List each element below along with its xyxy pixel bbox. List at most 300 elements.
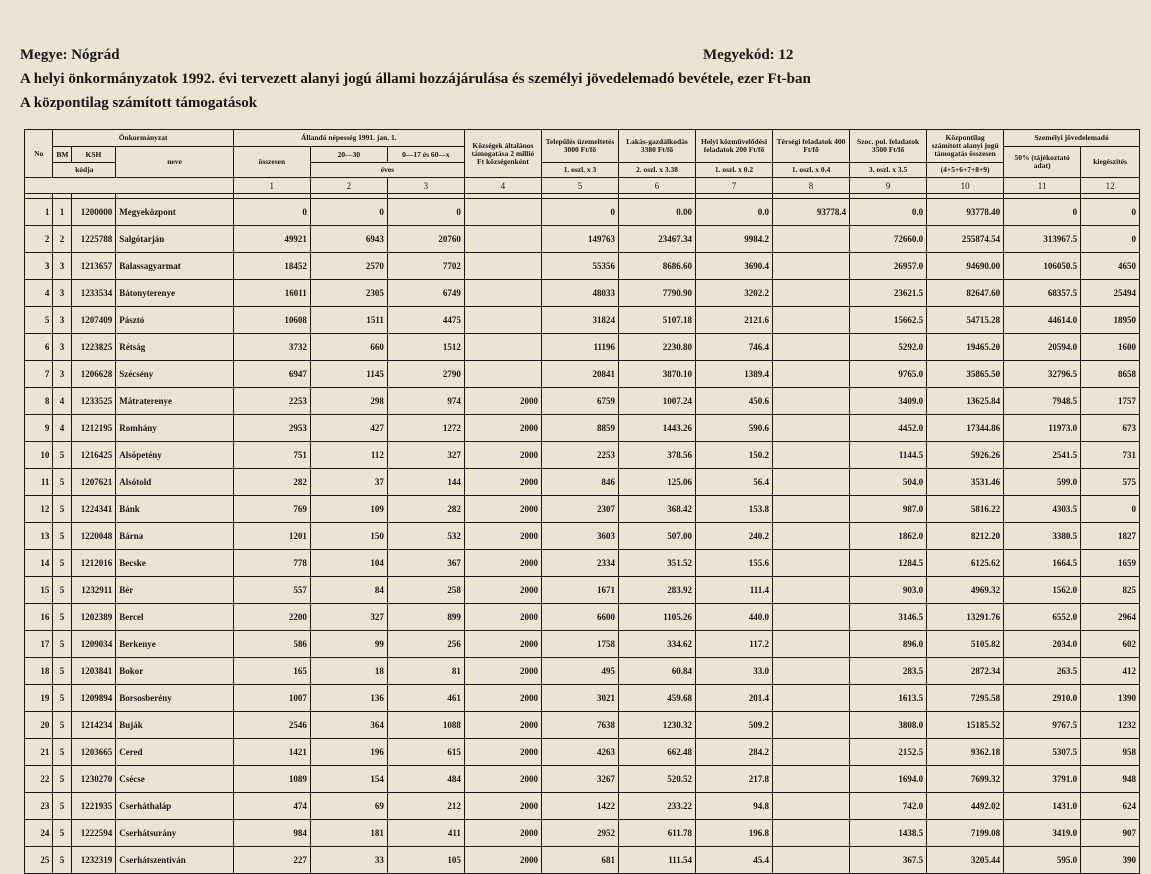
- value-c9: 26957.0: [850, 253, 927, 280]
- table-row: [25, 793, 1140, 820]
- value-c9: 283.5: [850, 658, 927, 685]
- municipality-name: Mátraterenye: [116, 388, 234, 415]
- value-c6: 662.48: [618, 739, 695, 766]
- municipality-name: Cserhátsurány: [116, 820, 234, 847]
- value-c5: 1422: [541, 793, 618, 820]
- value-c11: 3419.0: [1004, 820, 1081, 847]
- value-c2: 660: [310, 334, 387, 361]
- value-c9: 1144.5: [850, 442, 927, 469]
- col-kozpontilag-sub: (4+5+6+7+8+9): [927, 163, 1004, 178]
- value-c2: 136: [310, 685, 387, 712]
- value-c9: 72660.0: [850, 226, 927, 253]
- bm-code: 3: [53, 253, 71, 280]
- col-szoc: Szoc. pol. feladatok 3500 Ft/fő: [850, 130, 927, 163]
- row-number: 20: [25, 712, 53, 739]
- value-c10: 255874.54: [927, 226, 1004, 253]
- col-number: 10: [927, 178, 1004, 194]
- value-c2: 181: [310, 820, 387, 847]
- value-c8: [773, 307, 850, 334]
- value-c2: 18: [310, 658, 387, 685]
- value-c5: 1758: [541, 631, 618, 658]
- value-c5: 3267: [541, 766, 618, 793]
- value-c7: 1389.4: [696, 361, 773, 388]
- value-c6: 5107.18: [618, 307, 695, 334]
- value-c5: 55356: [541, 253, 618, 280]
- value-c3: 256: [387, 631, 464, 658]
- value-c9: 4452.0: [850, 415, 927, 442]
- value-c4: 2000: [464, 550, 541, 577]
- value-c9: 367.5: [850, 847, 927, 874]
- col-number: 12: [1081, 178, 1140, 194]
- row-number: 11: [25, 469, 53, 496]
- value-c10: 7199.08: [927, 820, 1004, 847]
- table-row: [25, 442, 1140, 469]
- value-c1: 1421: [233, 739, 310, 766]
- value-c9: 0.0: [850, 199, 927, 226]
- col-number: 1: [233, 178, 310, 194]
- value-c5: 2952: [541, 820, 618, 847]
- value-c9: 903.0: [850, 577, 927, 604]
- value-c7: 590.6: [696, 415, 773, 442]
- value-c1: 778: [233, 550, 310, 577]
- row-number: 25: [25, 847, 53, 874]
- bm-code: 1: [53, 199, 71, 226]
- value-c2: 0: [310, 199, 387, 226]
- value-c1: 2546: [233, 712, 310, 739]
- value-c11: 106050.5: [1004, 253, 1081, 280]
- table-row: [25, 685, 1140, 712]
- value-c2: 109: [310, 496, 387, 523]
- value-c9: 9765.0: [850, 361, 927, 388]
- value-c1: 49921: [233, 226, 310, 253]
- value-c9: 504.0: [850, 469, 927, 496]
- bm-code: 5: [53, 442, 71, 469]
- row-number: 8: [25, 388, 53, 415]
- col-kozpontilag: Központilag számított alanyi jogú támogatás összesen: [927, 130, 1004, 163]
- value-c3: 105: [387, 847, 464, 874]
- value-c4: 2000: [464, 712, 541, 739]
- value-c10: 5816.22: [927, 496, 1004, 523]
- bm-code: 5: [53, 766, 71, 793]
- table-row: [25, 199, 1140, 226]
- value-c9: 1438.5: [850, 820, 927, 847]
- value-c8: [773, 658, 850, 685]
- col-number: 5: [541, 178, 618, 194]
- table-row: [25, 847, 1140, 874]
- value-c5: 2334: [541, 550, 618, 577]
- table-row: [25, 415, 1140, 442]
- value-c10: 8212.20: [927, 523, 1004, 550]
- value-c12: 948: [1081, 766, 1140, 793]
- value-c2: 84: [310, 577, 387, 604]
- col-number: 11: [1004, 178, 1081, 194]
- value-c7: 2121.6: [696, 307, 773, 334]
- value-c7: 155.6: [696, 550, 773, 577]
- row-number: 21: [25, 739, 53, 766]
- value-c2: 33: [310, 847, 387, 874]
- value-c8: [773, 496, 850, 523]
- value-c9: 3146.5: [850, 604, 927, 631]
- value-c1: 16011: [233, 280, 310, 307]
- value-c4: 2000: [464, 793, 541, 820]
- value-c7: 450.6: [696, 388, 773, 415]
- value-c2: 150: [310, 523, 387, 550]
- value-c10: 4492.02: [927, 793, 1004, 820]
- col-onkormanyzat: Önkormányzat: [53, 130, 233, 147]
- bm-code: 2: [53, 226, 71, 253]
- table-row: [25, 388, 1140, 415]
- value-c4: 2000: [464, 415, 541, 442]
- col-kiegeszites: kiegészítés: [1081, 147, 1140, 178]
- value-c2: 2305: [310, 280, 387, 307]
- ksh-code: 1206628: [71, 361, 116, 388]
- municipality-name: Alsópetény: [116, 442, 234, 469]
- value-c10: 4969.32: [927, 577, 1004, 604]
- value-c6: 3870.10: [618, 361, 695, 388]
- value-c3: 6749: [387, 280, 464, 307]
- col-kozsegek: Községek általános támogatása 2 millió Ft községenként: [464, 130, 541, 178]
- table-row: [25, 766, 1140, 793]
- bm-code: 3: [53, 280, 71, 307]
- value-c9: 5292.0: [850, 334, 927, 361]
- value-c4: 2000: [464, 577, 541, 604]
- value-c1: 1007: [233, 685, 310, 712]
- value-c3: 899: [387, 604, 464, 631]
- table-row: [25, 631, 1140, 658]
- municipality-name: Bárna: [116, 523, 234, 550]
- value-c8: [773, 577, 850, 604]
- value-c2: 154: [310, 766, 387, 793]
- col-age-20-30: 20—30: [310, 147, 387, 163]
- value-c5: 6759: [541, 388, 618, 415]
- value-c1: 6947: [233, 361, 310, 388]
- col-neve: neve: [116, 147, 234, 178]
- col-szoc-sub: 3. oszl. x 3.5: [850, 163, 927, 178]
- municipality-name: Bánk: [116, 496, 234, 523]
- value-c5: 2307: [541, 496, 618, 523]
- value-c5: 3603: [541, 523, 618, 550]
- value-c6: 368.42: [618, 496, 695, 523]
- value-c8: [773, 820, 850, 847]
- row-number: 22: [25, 766, 53, 793]
- value-c4: 2000: [464, 631, 541, 658]
- value-c7: 746.4: [696, 334, 773, 361]
- value-c3: 81: [387, 658, 464, 685]
- value-c2: 196: [310, 739, 387, 766]
- value-c6: 351.52: [618, 550, 695, 577]
- value-c9: 987.0: [850, 496, 927, 523]
- value-c1: 18452: [233, 253, 310, 280]
- ksh-code: 1212016: [71, 550, 116, 577]
- value-c7: 0.0: [696, 199, 773, 226]
- value-c11: 2910.0: [1004, 685, 1081, 712]
- municipality-name: Bátonyterenye: [116, 280, 234, 307]
- municipality-name: Bokor: [116, 658, 234, 685]
- value-c6: 233.22: [618, 793, 695, 820]
- ksh-code: 1232911: [71, 577, 116, 604]
- ksh-code: 1225788: [71, 226, 116, 253]
- value-c11: 4303.5: [1004, 496, 1081, 523]
- table-body: [25, 194, 1140, 874]
- value-c3: 4475: [387, 307, 464, 334]
- municipality-name: Berkenye: [116, 631, 234, 658]
- value-c7: 9984.2: [696, 226, 773, 253]
- value-c5: 48033: [541, 280, 618, 307]
- value-c3: 484: [387, 766, 464, 793]
- value-c9: 1613.5: [850, 685, 927, 712]
- value-c8: [773, 523, 850, 550]
- value-c12: 1232: [1081, 712, 1140, 739]
- value-c4: 2000: [464, 442, 541, 469]
- value-c5: 2253: [541, 442, 618, 469]
- value-c12: 1659: [1081, 550, 1140, 577]
- value-c6: 1105.26: [618, 604, 695, 631]
- municipality-name: Balassagyarmat: [116, 253, 234, 280]
- county-code: Megyekód: 12: [703, 47, 794, 63]
- value-c6: 8686.60: [618, 253, 695, 280]
- value-c11: 599.0: [1004, 469, 1081, 496]
- value-c12: 1827: [1081, 523, 1140, 550]
- value-c12: 673: [1081, 415, 1140, 442]
- value-c8: [773, 685, 850, 712]
- col-number: 3: [387, 178, 464, 194]
- value-c1: 984: [233, 820, 310, 847]
- value-c10: 35865.50: [927, 361, 1004, 388]
- value-c12: 958: [1081, 739, 1140, 766]
- value-c10: 5926.26: [927, 442, 1004, 469]
- col-number: 4: [464, 178, 541, 194]
- value-c5: 11196: [541, 334, 618, 361]
- col-no: No: [25, 130, 53, 178]
- value-c4: [464, 226, 541, 253]
- value-c5: 681: [541, 847, 618, 874]
- value-c10: 3531.46: [927, 469, 1004, 496]
- bm-code: 5: [53, 739, 71, 766]
- ksh-code: 1223825: [71, 334, 116, 361]
- municipality-name: Pásztó: [116, 307, 234, 334]
- value-c7: 217.8: [696, 766, 773, 793]
- col-kodja: kódja: [53, 163, 116, 178]
- value-c5: 20841: [541, 361, 618, 388]
- row-number: 19: [25, 685, 53, 712]
- value-c4: 2000: [464, 496, 541, 523]
- value-c8: [773, 334, 850, 361]
- value-c11: 11973.0: [1004, 415, 1081, 442]
- ksh-code: 1202389: [71, 604, 116, 631]
- col-number: 7: [696, 178, 773, 194]
- document-subtitle: A központilag számított támogatások: [20, 95, 258, 111]
- value-c1: 10608: [233, 307, 310, 334]
- value-c5: 3021: [541, 685, 618, 712]
- value-c11: 2541.5: [1004, 442, 1081, 469]
- value-c5: 846: [541, 469, 618, 496]
- table-row: [25, 469, 1140, 496]
- row-number: 10: [25, 442, 53, 469]
- value-c5: 6600: [541, 604, 618, 631]
- value-c11: 3380.5: [1004, 523, 1081, 550]
- value-c11: 1664.5: [1004, 550, 1081, 577]
- value-c2: 364: [310, 712, 387, 739]
- bm-code: 5: [53, 631, 71, 658]
- municipality-name: Borsosberény: [116, 685, 234, 712]
- value-c11: 44614.0: [1004, 307, 1081, 334]
- value-c6: 1443.26: [618, 415, 695, 442]
- value-c10: 7699.32: [927, 766, 1004, 793]
- municipality-name: Csécse: [116, 766, 234, 793]
- row-number: 5: [25, 307, 53, 334]
- table-row: [25, 307, 1140, 334]
- value-c1: 2253: [233, 388, 310, 415]
- bm-code: 3: [53, 307, 71, 334]
- value-c5: 7638: [541, 712, 618, 739]
- value-c12: 412: [1081, 658, 1140, 685]
- value-c12: 4650: [1081, 253, 1140, 280]
- value-c1: 1089: [233, 766, 310, 793]
- value-c12: 602: [1081, 631, 1140, 658]
- value-c10: 2872.34: [927, 658, 1004, 685]
- municipality-name: Salgótarján: [116, 226, 234, 253]
- table-row: [25, 253, 1140, 280]
- value-c8: [773, 442, 850, 469]
- value-c8: 93778.4: [773, 199, 850, 226]
- value-c7: 33.0: [696, 658, 773, 685]
- value-c6: 7790.90: [618, 280, 695, 307]
- value-c6: 334.62: [618, 631, 695, 658]
- bm-code: 5: [53, 712, 71, 739]
- value-c9: 2152.5: [850, 739, 927, 766]
- value-c7: 45.4: [696, 847, 773, 874]
- value-c4: 2000: [464, 847, 541, 874]
- value-c7: 201.4: [696, 685, 773, 712]
- bm-code: 5: [53, 523, 71, 550]
- value-c10: 54715.28: [927, 307, 1004, 334]
- value-c11: 6552.0: [1004, 604, 1081, 631]
- table-row: [25, 739, 1140, 766]
- value-c10: 13625.84: [927, 388, 1004, 415]
- col-telepules: Település üzemeltetés 3000 Ft/fő: [541, 130, 618, 163]
- col-lakas-sub: 2. oszl. x 3.38: [618, 163, 695, 178]
- value-c12: 18950: [1081, 307, 1140, 334]
- value-c2: 327: [310, 604, 387, 631]
- value-c10: 94690.00: [927, 253, 1004, 280]
- value-c12: 390: [1081, 847, 1140, 874]
- municipality-name: Rétság: [116, 334, 234, 361]
- value-c12: 624: [1081, 793, 1140, 820]
- bm-code: 5: [53, 847, 71, 874]
- value-c12: 0: [1081, 226, 1140, 253]
- value-c9: 3409.0: [850, 388, 927, 415]
- municipality-name: Bercel: [116, 604, 234, 631]
- value-c2: 427: [310, 415, 387, 442]
- bm-code: 3: [53, 334, 71, 361]
- value-c12: 0: [1081, 199, 1140, 226]
- value-c7: 440.0: [696, 604, 773, 631]
- row-number: 9: [25, 415, 53, 442]
- value-c2: 2570: [310, 253, 387, 280]
- value-c8: [773, 550, 850, 577]
- row-number: 23: [25, 793, 53, 820]
- value-c12: 907: [1081, 820, 1140, 847]
- ksh-code: 1233525: [71, 388, 116, 415]
- ksh-code: 1230270: [71, 766, 116, 793]
- value-c9: 15662.5: [850, 307, 927, 334]
- col-ksh: KSH: [71, 147, 116, 163]
- value-c8: [773, 766, 850, 793]
- value-c8: [773, 793, 850, 820]
- value-c12: 731: [1081, 442, 1140, 469]
- municipality-name: Bér: [116, 577, 234, 604]
- value-c11: 3791.0: [1004, 766, 1081, 793]
- table-row: [25, 496, 1140, 523]
- value-c3: 0: [387, 199, 464, 226]
- municipality-name: Romhány: [116, 415, 234, 442]
- value-c3: 258: [387, 577, 464, 604]
- value-c3: 461: [387, 685, 464, 712]
- col-helyi-sub: 1. oszl. x 0.2: [696, 163, 773, 178]
- row-number: 24: [25, 820, 53, 847]
- value-c2: 104: [310, 550, 387, 577]
- value-c3: 532: [387, 523, 464, 550]
- value-c3: 411: [387, 820, 464, 847]
- value-c5: 149763: [541, 226, 618, 253]
- value-c11: 1431.0: [1004, 793, 1081, 820]
- value-c8: [773, 388, 850, 415]
- col-bm: BM: [53, 147, 71, 163]
- ksh-code: 1207621: [71, 469, 116, 496]
- value-c1: 751: [233, 442, 310, 469]
- value-c7: 153.8: [696, 496, 773, 523]
- value-c2: 6943: [310, 226, 387, 253]
- value-c7: 509.2: [696, 712, 773, 739]
- value-c1: 769: [233, 496, 310, 523]
- value-c4: 2000: [464, 820, 541, 847]
- col-nepesseg: Állandó népesség 1991. jan. 1.: [233, 130, 464, 147]
- value-c6: 1230.32: [618, 712, 695, 739]
- col-tersegi: Térségi feladatok 400 Ft/fő: [773, 130, 850, 163]
- bm-code: 5: [53, 658, 71, 685]
- value-c12: 2964: [1081, 604, 1140, 631]
- bm-code: 5: [53, 469, 71, 496]
- value-c2: 99: [310, 631, 387, 658]
- value-c11: 9767.5: [1004, 712, 1081, 739]
- ksh-code: 1233534: [71, 280, 116, 307]
- municipality-name: Cserháthaláp: [116, 793, 234, 820]
- value-c11: 313967.5: [1004, 226, 1081, 253]
- value-c1: 586: [233, 631, 310, 658]
- value-c7: 284.2: [696, 739, 773, 766]
- col-eves: éves: [310, 163, 464, 178]
- value-c7: 111.4: [696, 577, 773, 604]
- bm-code: 4: [53, 388, 71, 415]
- value-c6: 283.92: [618, 577, 695, 604]
- value-c1: 474: [233, 793, 310, 820]
- value-c9: 1284.5: [850, 550, 927, 577]
- value-c12: 575: [1081, 469, 1140, 496]
- col-number: 2: [310, 178, 387, 194]
- value-c10: 6125.62: [927, 550, 1004, 577]
- ksh-code: 1224341: [71, 496, 116, 523]
- row-number: 2: [25, 226, 53, 253]
- value-c10: 19465.20: [927, 334, 1004, 361]
- value-c7: 3202.2: [696, 280, 773, 307]
- value-c9: 23621.5: [850, 280, 927, 307]
- col-tersegi-sub: 1. oszl. x 0.4: [773, 163, 850, 178]
- ksh-code: 1220048: [71, 523, 116, 550]
- value-c3: 282: [387, 496, 464, 523]
- value-c9: 742.0: [850, 793, 927, 820]
- value-c7: 150.2: [696, 442, 773, 469]
- value-c12: 1390: [1081, 685, 1140, 712]
